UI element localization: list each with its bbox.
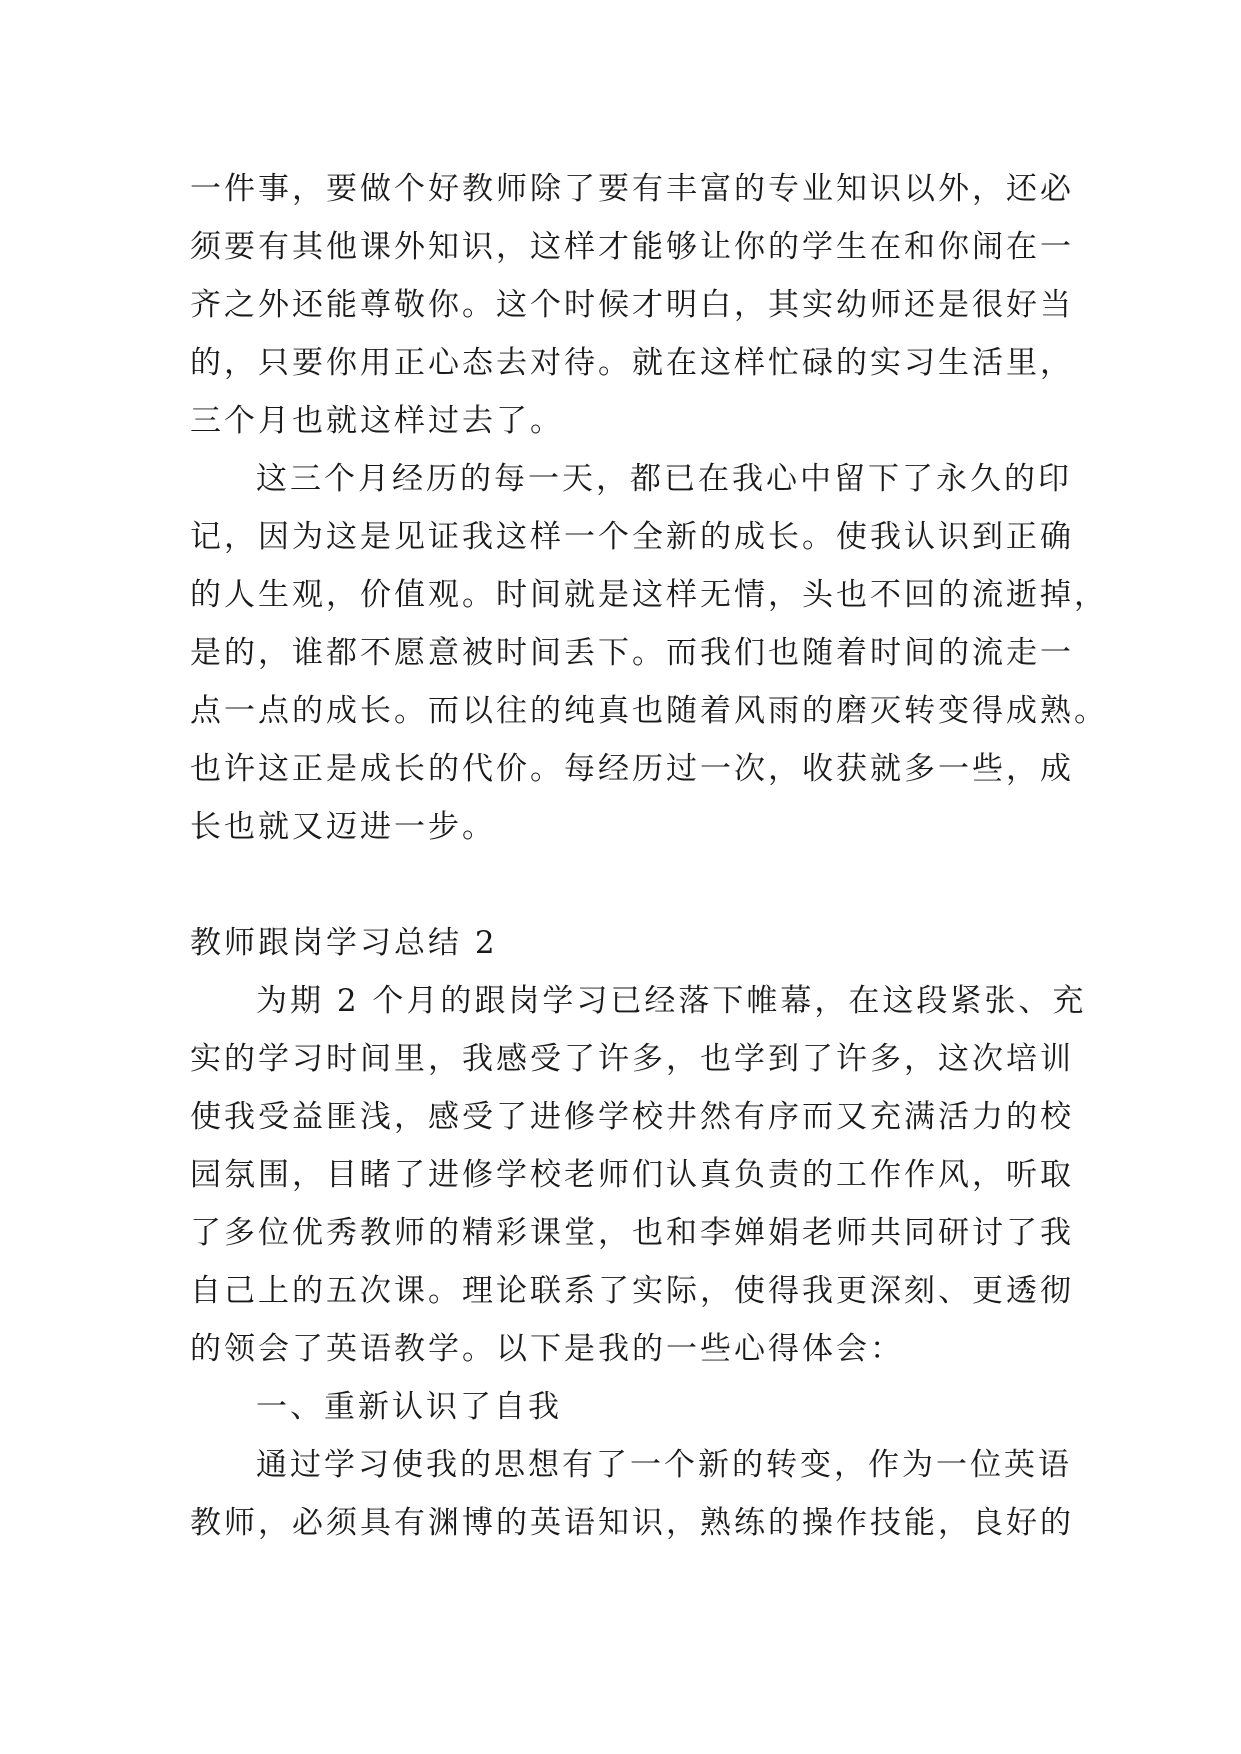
text-line: 的人生观，价值观。时间就是这样无情，头也不回的流逝掉， — [190, 577, 1108, 613]
text-line: 教师，必须具有渊博的英语知识，熟练的操作技能，良好的 — [190, 1505, 1074, 1541]
paragraph-1 — [190, 160, 1074, 450]
text-line: 这三个月经历的每一天，都已在我心中留下了永久的印 — [256, 461, 1072, 497]
text-line: 三个月也就这样过去了。 — [190, 403, 564, 439]
paragraph-2 — [190, 450, 1108, 856]
text-line: 园氛围，目睹了进修学校老师们认真负责的工作作风，听取 — [190, 1157, 1074, 1193]
subheading: 一、重新认识了自我 — [256, 1389, 562, 1425]
text-line: 的领会了英语教学。以下是我的一些心得体会： — [190, 1331, 904, 1367]
text-line: 记，因为这是见证我这样一个全新的成长。使我认识到正确 — [190, 519, 1074, 555]
text-line: 实的学习时间里，我感受了许多，也学到了许多，这次培训 — [190, 1041, 1074, 1077]
text-line: 的，只要你用正心态去对待。就在这样忙碌的实习生活里， — [190, 345, 1074, 381]
text-line: 自己上的五次课。理论联系了实际，使得我更深刻、更透彻 — [190, 1273, 1074, 1309]
text-line: 长也就又迈进一步。 — [190, 809, 496, 845]
text-line: 通过学习使我的思想有了一个新的转变，作为一位英语 — [256, 1447, 1072, 1483]
text-line: 是的，谁都不愿意被时间丢下。而我们也随着时间的流走一 — [190, 635, 1074, 671]
text-line: 了多位优秀教师的精彩课堂，也和李婵娟老师共同研讨了我 — [190, 1215, 1074, 1251]
paragraph-4 — [190, 1436, 1074, 1552]
text-line: 为期 2 个月的跟岗学习已经落下帷幕，在这段紧张、充 — [256, 983, 1087, 1019]
text-line: 齐之外还能尊敬你。这个时候才明白，其实幼师还是很好当 — [190, 287, 1074, 323]
section-title: 教师跟岗学习总结 2 — [190, 925, 498, 961]
text-line: 使我受益匪浅，感受了进修学校井然有序而又充满活力的校 — [190, 1099, 1074, 1135]
text-line: 点一点的成长。而以往的纯真也随着风雨的磨灭转变得成熟。 — [190, 693, 1108, 729]
document-body — [190, 160, 1108, 1552]
paragraph-3 — [190, 972, 1087, 1378]
text-line: 须要有其他课外知识，这样才能够让你的学生在和你闹在一 — [190, 229, 1074, 265]
text-line: 也许这正是成长的代价。每经历过一次，收获就多一些，成 — [190, 751, 1074, 787]
text-line: 一件事，要做个好教师除了要有丰富的专业知识以外，还必 — [190, 171, 1074, 207]
